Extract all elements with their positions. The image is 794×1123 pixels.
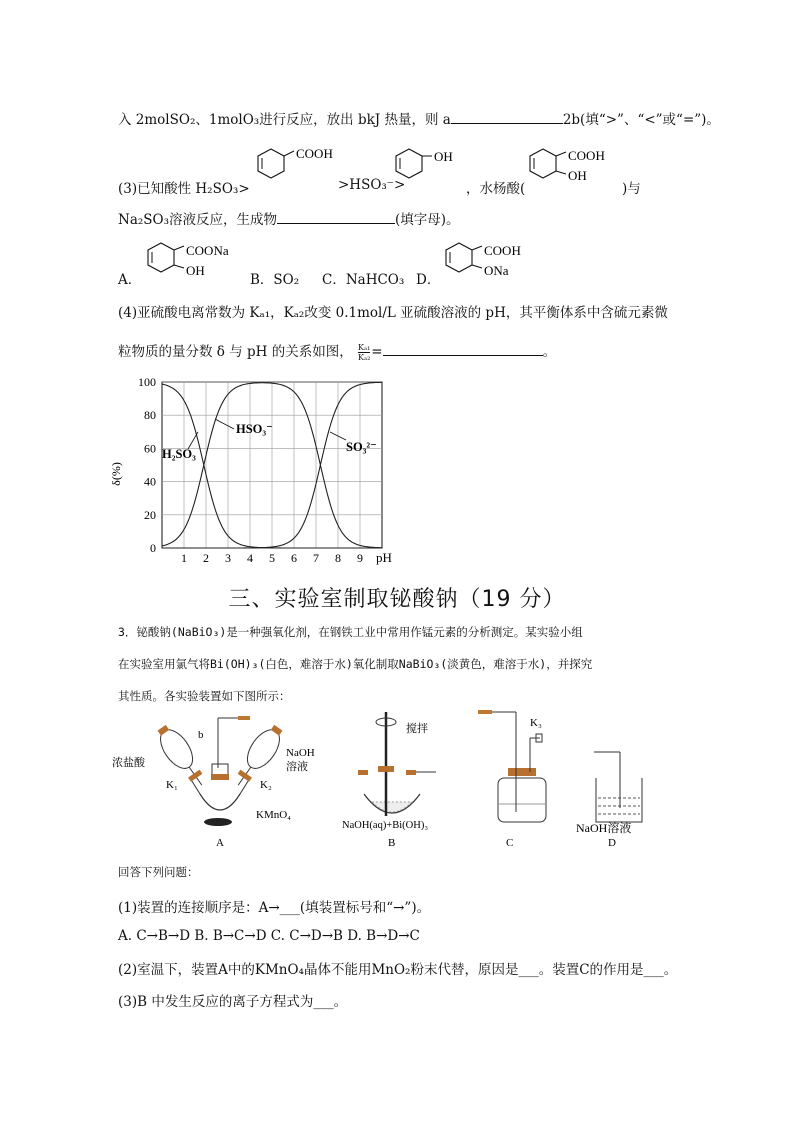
k2-label: K₂ bbox=[260, 779, 272, 791]
x-tick-label: 1 bbox=[181, 551, 187, 565]
x-tick-label: 6 bbox=[291, 551, 297, 565]
speciation-chart bbox=[109, 372, 402, 572]
q3-line2: Na₂SO₃溶液反应，生成物 (填字母)。 bbox=[118, 212, 460, 228]
apparatus-c-label: C bbox=[506, 837, 514, 849]
series-label-hso3: HSO₃⁻ bbox=[236, 422, 273, 436]
naoh-label-bottom: 溶液 bbox=[286, 761, 308, 773]
x-tick-label: 3 bbox=[225, 551, 231, 565]
answer-blank[interactable] bbox=[277, 211, 395, 224]
kmno4-label: KMnO₄ bbox=[256, 809, 292, 821]
q4-line2: 粒物质的量分数 δ 与 pH 的关系如图， $\frac{\text{Kₐ₁}}{\text{Kₐ₂}}$ = 。 bbox=[118, 343, 557, 362]
answer-options: A. C→B→D B. B→C→D C. C→D→B D. B→D→C bbox=[118, 928, 420, 944]
q3-comma: ，水杨酸( bbox=[466, 181, 526, 197]
option-a-top: COONa bbox=[186, 243, 229, 258]
answer-blank[interactable] bbox=[451, 111, 563, 124]
answer-p2: (2)室温下，装置A中的KMnO₄晶体不能用MnO₂粉末代替，原因是___。装置C的作用是___。 bbox=[118, 962, 678, 978]
leader-line bbox=[215, 419, 234, 429]
q4-line1: (4)亚硫酸电离常数为 Kₐ₁，Kₐ₂改变 0.1mol/L 亚硫酸溶液的 pH，其平衡体系中含硫元素微 bbox=[118, 305, 668, 321]
apparatus-c bbox=[478, 710, 546, 849]
option-d-top: COOH bbox=[484, 243, 521, 258]
option-a-structure bbox=[142, 240, 252, 286]
option-a-bottom: OH bbox=[186, 263, 205, 278]
option-c: C．NaHCO₃ bbox=[322, 272, 405, 288]
y-tick-label: 20 bbox=[144, 507, 156, 522]
ka2-denominator: Kₐ₂ bbox=[358, 353, 371, 362]
chart-ticks bbox=[138, 375, 363, 565]
x-tick-label: 8 bbox=[335, 551, 341, 565]
x-axis-label: pH bbox=[376, 550, 392, 565]
apparatus-a bbox=[112, 716, 315, 849]
apparatus-d bbox=[576, 752, 642, 849]
apparatus-d-label: D bbox=[608, 837, 616, 849]
salicylic-acid-structure bbox=[522, 146, 622, 192]
apparatus-figure bbox=[110, 708, 670, 850]
k1-label: K₁ bbox=[166, 779, 178, 791]
x-tick-label: 9 bbox=[357, 551, 363, 565]
y-tick-label: 0 bbox=[150, 541, 156, 555]
q3-mid: >HSO₃⁻> bbox=[338, 177, 406, 193]
option-d-bottom: ONa bbox=[484, 263, 509, 278]
y-tick-label: 80 bbox=[144, 408, 156, 423]
series-label-so3: SO₃²⁻ bbox=[346, 440, 377, 454]
option-d-structure bbox=[440, 240, 550, 286]
answers-intro: 回答下列问题： bbox=[118, 865, 199, 879]
benzoic-cooh-label: COOH bbox=[296, 146, 333, 161]
phenol-structure bbox=[388, 146, 468, 192]
q3-close: )与 bbox=[622, 181, 641, 197]
x-tick-label: 4 bbox=[247, 551, 253, 565]
kmno4-solid bbox=[204, 818, 232, 826]
intro-line3: 其性质。各实验装置如下图所示： bbox=[118, 689, 291, 703]
y-tick-label: 40 bbox=[144, 474, 156, 489]
intro-line2: 在实验室用氯气将Bi(OH)₃(白色，难溶于水)氧化制取NaBiO₃(淡黄色，难溶于水)，并探究 bbox=[118, 657, 593, 671]
answer-p3: (3)B 中发生反应的离子方程式为___。 bbox=[118, 994, 348, 1010]
series-label-h2so3: H₂SO₃ bbox=[162, 447, 196, 461]
answer-blank[interactable] bbox=[383, 343, 543, 356]
d-solution-label: NaOH溶液 bbox=[576, 821, 632, 835]
chart-grid bbox=[162, 382, 382, 548]
k3-label: K₃ bbox=[530, 717, 542, 729]
x-tick-label: 5 bbox=[269, 551, 275, 565]
phenol-oh-label: OH bbox=[434, 149, 453, 164]
apparatus-b bbox=[342, 712, 436, 849]
option-d-label: D． bbox=[416, 272, 441, 288]
option-b: B．SO₂ bbox=[250, 272, 300, 288]
naoh-label-top: NaOH bbox=[286, 747, 315, 759]
y-axis-label: δ(%) bbox=[109, 462, 123, 486]
salicylic-oh-label: OH bbox=[568, 168, 587, 183]
apparatus-a-label: A bbox=[216, 837, 224, 849]
ka1-numerator: Kₐ₁ bbox=[358, 343, 371, 352]
section-title: 三、实验室制取铋酸钠（19 分） bbox=[228, 587, 566, 612]
q2-line: 入 2molSO₂、1molO₃进行反应，放出 bkJ 热量，则 a 2b(填“>”、“<”或“=”)。 bbox=[118, 112, 720, 128]
stir-label: 搅拌 bbox=[406, 723, 428, 735]
b-label: b bbox=[198, 729, 204, 741]
q3-label: (3)已知酸性 H₂SO₃> bbox=[118, 181, 250, 197]
conc-hcl-label: 浓盐酸 bbox=[112, 757, 145, 769]
answer-p1: (1)装置的连接顺序是：A→___(填装置标号和“→”)。 bbox=[118, 900, 431, 916]
x-tick-label: 2 bbox=[203, 551, 209, 565]
y-tick-label: 100 bbox=[138, 375, 156, 389]
apparatus-b-label: B bbox=[388, 837, 396, 849]
y-tick-label: 60 bbox=[144, 441, 156, 456]
x-tick-label: 7 bbox=[313, 551, 319, 565]
b-solution-label: NaOH(aq)+Bi(OH)₃ bbox=[342, 820, 428, 831]
salicylic-cooh-label: COOH bbox=[568, 148, 605, 163]
stopper bbox=[211, 774, 229, 780]
benzoic-acid-structure bbox=[238, 146, 348, 192]
intro-line1: 3．铋酸钠(NaBiO₃)是一种强氧化剂，在钢铁工业中常用作锰元素的分析测定。某实验小组 bbox=[118, 625, 583, 639]
option-a-label: A． bbox=[118, 272, 142, 288]
